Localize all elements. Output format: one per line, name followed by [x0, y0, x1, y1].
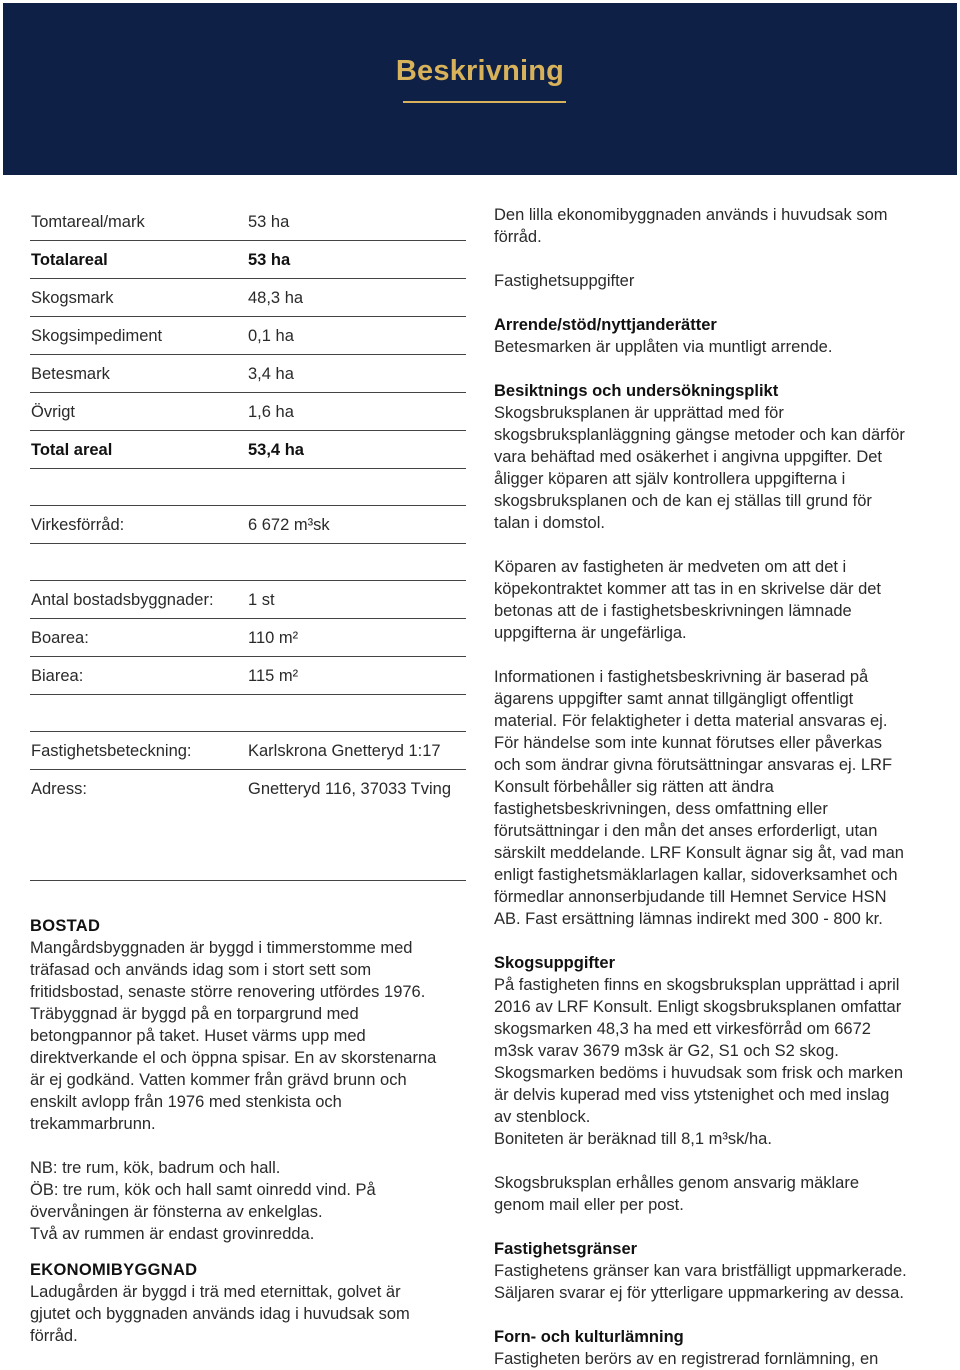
fact-label-adress: Adress:	[31, 780, 87, 798]
bostad-section	[30, 915, 466, 1347]
fact-row-fastighetsbeteckning: Fastighetsbeteckning: Karlskrona Gnetteryd 1:17	[30, 732, 466, 770]
fastighetsuppgifter-label: Fastighetsuppgifter	[494, 272, 635, 290]
fact-row-biarea: Biarea: 115 m²	[30, 657, 466, 695]
fact-row-tomtareal: Tomtareal/mark 53 ha	[30, 203, 466, 241]
skogsuppgifter-heading: Skogsuppgifter	[494, 954, 616, 972]
bostad-text: Mangårdsbyggnaden är byggd i timmerstomme med träfasad och används idag som i stort sett som fritidsbostad, senaste större renovering utfördes 1976. Träbyggnad är byggd på en torpargrund med betongpannor på taket. Huset värms upp med direktverkande el och öppna spisar. En av skorstenarna är ej godkänd. Vatten kommer från grävd brunn och enskilt avlopp från 1976 med stenkista och trekammarbrunn.	[30, 939, 437, 1133]
fact-row-betesmark: Betesmark 3,4 ha	[30, 355, 466, 393]
fact-row-antal-bostadsbyggnader: Antal bostadsbyggnader: 1 st	[30, 581, 466, 619]
ekonomibyggnad-text: Ladugården är byggd i trä med eternittak, golvet är gjutet och byggnaden används idag i huvudsak som förråd.	[30, 1283, 410, 1345]
kopare-text: Köparen av fastigheten är medveten om att det i köpekontraktet kommer att tas in en skrivelse där det betonas att de i fastighetsbeskrivningen lämnade uppgifterna är ungefärliga.	[494, 558, 882, 642]
title-underline	[403, 101, 566, 103]
besiktning-heading: Besiktnings och undersökningsplikt	[494, 382, 779, 400]
bostad-rooms: NB: tre rum, kök, badrum och hall. ÖB: tre rum, kök och hall samt oinredd vind. På övervåningen är fönsterna av enkelglas. Två av rummen är endast grovinredda.	[30, 1159, 376, 1243]
fornlamning-text: Fastigheten berörs av en registrerad fornlämning, en	[494, 1350, 879, 1368]
fact-row-total-areal: Total areal 53,4 ha	[30, 431, 466, 469]
arrende-heading: Arrende/stöd/nyttjanderätter	[494, 316, 717, 334]
fact-row-skogsmark: Skogsmark 48,3 ha	[30, 279, 466, 317]
fact-value-adress: Gnetteryd 116, 37033 Tving	[248, 780, 452, 798]
information-text: Informationen i fastighetsbeskrivning är baserad på ägarens uppgifter samt annat tillgängligt offentligt material. För felaktigheter i detta material ansvaras ej. För händelse som inte kunnat förutses eller påverkas och som ändrar givna förutsättningar ansvaras ej. LRF Konsult förbehåller sig rätten att ändra fastighetsbeskrivningen, dess omfattning eller förutsättningar i den mån det anses erforderligt, utan särskilt meddelande. LRF Konsult ägnar sig åt, vad man enligt fastighetsmäklarlagen kallar, sidoverksamhet och förmedlar annonserbjudande till Hemnet Service HSN AB. Fast ersättning lämnas indirekt med 300 - 800 kr.	[494, 668, 904, 928]
skogsbruksplan-text: Skogsbruksplan erhålles genom ansvarig mäklare genom mail eller per post.	[494, 1174, 860, 1214]
description-column	[494, 204, 939, 1370]
address-row	[30, 770, 466, 881]
facts-column	[30, 203, 466, 1347]
divider	[30, 469, 466, 506]
besiktning-text: Skogsbruksplanen är upprättad med för skogsbruksplanläggning gängse metoder och kan därför vara behäftad med osäkerhet i angivna uppgifter. Det åligger köparen att själv kontrollera uppgifterna i skogsbruksplanen och de kan ej ställas till grund för talan i domstol.	[494, 404, 905, 532]
header-banner	[3, 3, 957, 175]
area-facts	[30, 203, 466, 469]
divider	[30, 544, 466, 581]
fact-row-boarea: Boarea: 110 m²	[30, 619, 466, 657]
fastighetsgranser-heading: Fastighetsgränser	[494, 1240, 638, 1258]
bostad-heading: BOSTAD	[30, 917, 101, 935]
divider	[30, 695, 466, 732]
fact-row-ovrigt: Övrigt 1,6 ha	[30, 393, 466, 431]
fornlamning-heading: Forn- och kulturlämning	[494, 1328, 684, 1346]
intro-text: Den lilla ekonomibyggnaden används i huvudsak som förråd.	[494, 206, 888, 246]
fact-row-totalareal: Totalareal 53 ha	[30, 241, 466, 279]
ekonomibyggnad-heading: EKONOMIBYGGNAD	[30, 1261, 198, 1279]
fact-row-virkesforrad: Virkesförråd: 6 672 m³sk	[30, 506, 466, 544]
page-title: Beskrivning	[395, 55, 565, 87]
arrende-text: Betesmarken är upplåten via muntligt arrende.	[494, 338, 833, 356]
fact-row-skogsimpediment: Skogsimpediment 0,1 ha	[30, 317, 466, 355]
fastighetsgranser-text: Fastighetens gränser kan vara bristfälligt uppmarkerade. Säljaren svarar ej för ytterligare uppmarkering av dessa.	[494, 1262, 907, 1302]
skogsuppgifter-text: På fastigheten finns en skogsbruksplan upprättad i april 2016 av LRF Konsult. Enligt skogsbruksplanen omfattar skogsmarken 48,3 ha med ett virkesförråd om 6672 m3sk varav 3679 m3sk är G2, S1 och S2 skog. Skogsmarken bedöms i huvudsak som frisk och marken är delvis kuperad med viss ytstenighet och med inslag av stenblock. Boniteten är beräknad till 8,1 m³sk/ha.	[494, 976, 904, 1148]
